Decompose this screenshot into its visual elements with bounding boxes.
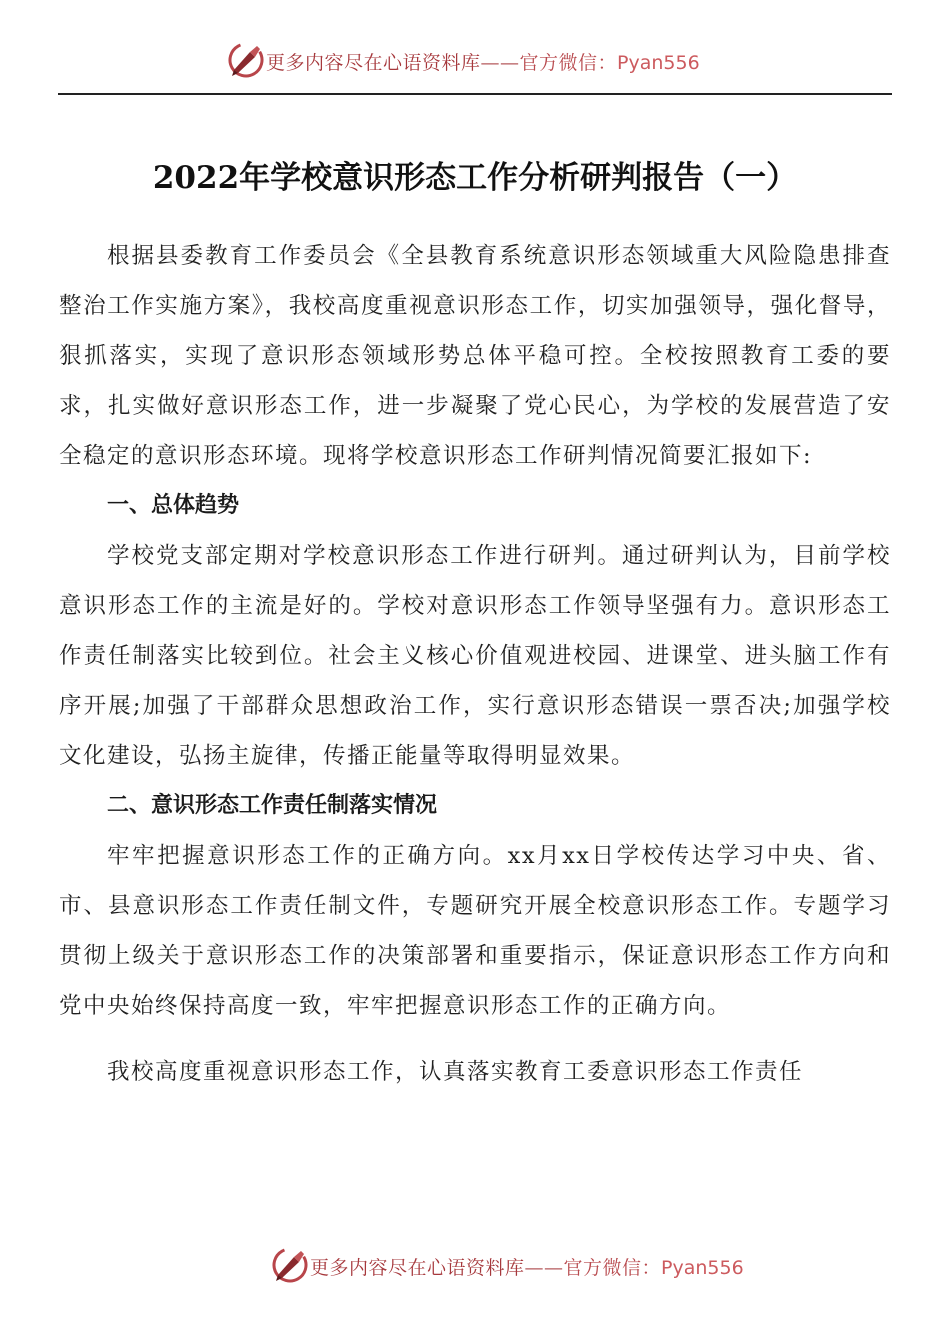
slogan-wechat-label: 官方微信：	[563, 1257, 662, 1279]
paragraph-gap	[59, 1031, 891, 1047]
body-paragraph: 牢牢把握意识形态工作的正确方向。xx月xx日学校传达学习中央、省、市、县意识形态工作责任制文件，专题研究开展全校意识形态工作。专题学习贯彻上级关于意识形态工作的决策部署和重要指示，保证意识形态工作方向和党中央始终保持高度一致，牢牢把握意识形态工作的正确方向。	[59, 843, 891, 1019]
pen-nib-logo-icon	[226, 40, 266, 80]
slogan-dash: ——	[524, 1257, 564, 1279]
body-paragraph: 我校高度重视意识形态工作，认真落实教育工委意识形态工作责任	[107, 1059, 804, 1085]
slogan-main: 更多内容尽在心语资料库	[266, 52, 481, 74]
pen-nib-logo-icon	[270, 1245, 310, 1285]
intro-paragraph: 根据县委教育工作委员会《全县教育系统意识形态领域重大风险隐患排查整治工作实施方案》，我校高度重视意识形态工作，切实加强领导，强化督导，狠抓落实，实现了意识形态领域形势总体平稳可控。全校按照教育工委的要求，扎实做好意识形态工作，进一步凝聚了党心民心，为学校的发展营造了安全稳定的意识形态环境。现将学校意识形态工作研判情况简要汇报如下:	[59, 243, 891, 469]
slogan-main: 更多内容尽在心语资料库	[310, 1257, 525, 1279]
footer-watermark	[0, 1243, 950, 1287]
header-slogan	[266, 48, 700, 75]
slogan-dash: ——	[480, 52, 520, 74]
slogan-wechat-label: 官方微信：	[519, 52, 618, 74]
slogan-handle: Pyan556	[617, 52, 700, 74]
section-heading: 一、总体趋势	[107, 493, 240, 518]
body-paragraph: 学校党支部定期对学校意识形态工作进行研判。通过研判认为，目前学校意识形态工作的主流是好的。学校对意识形态工作领导坚强有力。意识形态工作责任制落实比较到位。社会主义核心价值观进校园、进课堂、进头脑工作有序开展;加强了干部群众思想政治工作，实行意识形态错误一票否决;加强学校文化建设，弘扬主旋律，传播正能量等取得明显效果。	[59, 543, 891, 769]
footer-slogan	[310, 1253, 744, 1280]
section-heading: 二、意识形态工作责任制落实情况	[107, 793, 438, 818]
document-body	[59, 231, 891, 1097]
slogan-handle: Pyan556	[661, 1257, 744, 1279]
header-watermark	[0, 38, 950, 82]
header-divider	[58, 93, 892, 95]
document-title: 2022年学校意识形态工作分析研判报告（一）	[152, 160, 798, 196]
